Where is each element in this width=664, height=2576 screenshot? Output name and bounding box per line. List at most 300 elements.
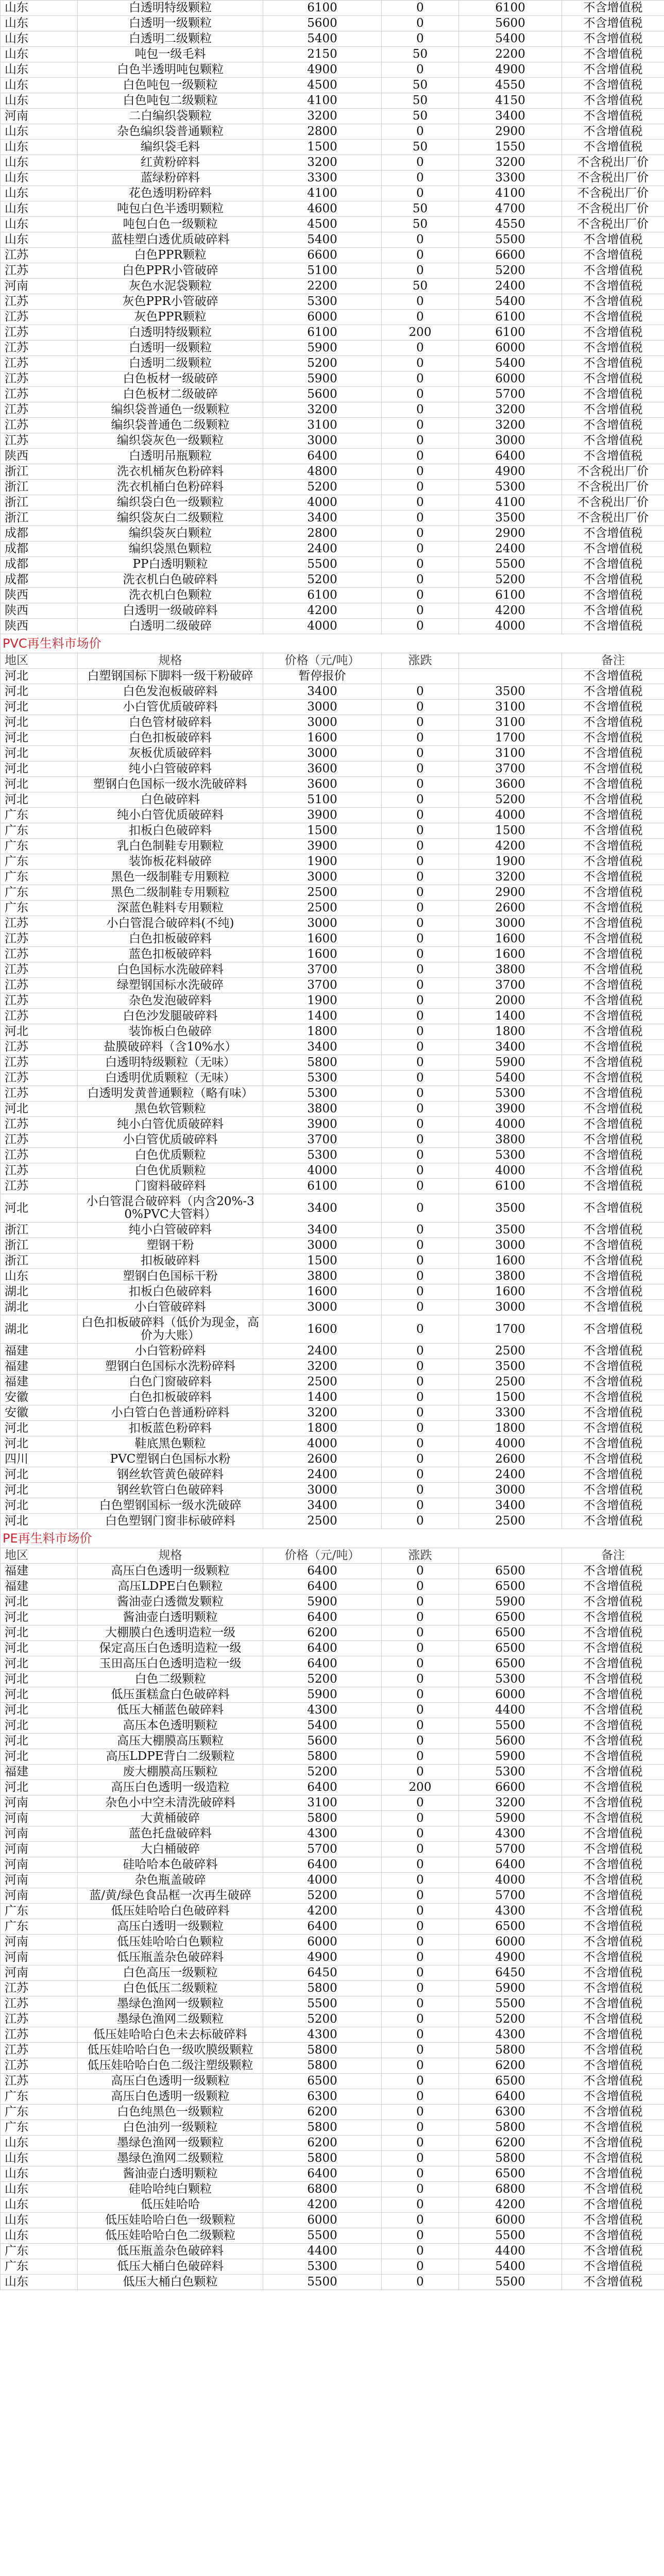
cell-spec: 白色低压二级颗粒 (78, 1981, 263, 1996)
cell-note: 不含增值税 (562, 2151, 664, 2166)
cell-note: 不含增值税 (562, 588, 664, 603)
cell-note: 不含增值税 (562, 140, 664, 155)
cell-price-high: 6400 (459, 2089, 562, 2105)
cell-spec: 白透明吊瓶颗粒 (78, 449, 263, 464)
cell-change: 50 (382, 140, 459, 155)
cell-change: 0 (382, 1718, 459, 1734)
cell-price-low: 3000 (263, 433, 382, 449)
table-row (1, 93, 664, 109)
cell-price-low: 6200 (263, 1625, 382, 1641)
cell-price-high: 6500 (459, 1625, 562, 1641)
cell-change: 0 (382, 1467, 459, 1483)
cell-region: 浙江 (1, 1223, 78, 1238)
cell-region: 江苏 (1, 387, 78, 402)
cell-note: 不含增值税 (562, 1656, 664, 1672)
cell-price-high: 4400 (459, 1703, 562, 1718)
cell-price-low: 3000 (263, 1300, 382, 1315)
cell-note: 不含增值税 (562, 1625, 664, 1641)
cell-price-high: 1700 (459, 731, 562, 746)
cell-spec: 吨包白色半透明颗粒 (78, 201, 263, 217)
cell-price-low: 3000 (263, 1238, 382, 1253)
cell-change: 0 (382, 1904, 459, 1919)
cell-spec: 钢丝软管黄色破碎料 (78, 1467, 263, 1483)
table-row (1, 962, 664, 978)
cell-price-low: 6400 (263, 1579, 382, 1595)
cell-price-high: 4200 (459, 603, 562, 619)
cell-note: 不含增值税 (562, 1981, 664, 1996)
cell-price-low: 3900 (263, 808, 382, 823)
cell-spec: 白透明二级颗粒 (78, 31, 263, 47)
cell-region: 江苏 (1, 978, 78, 993)
table-row (1, 248, 664, 263)
cell-note: 不含增值税 (562, 978, 664, 993)
cell-change: 0 (382, 1024, 459, 1040)
cell-change: 0 (382, 1, 459, 16)
table-row (1, 557, 664, 572)
cell-note: 不含增值税 (562, 1071, 664, 1086)
table-row (1, 541, 664, 557)
cell-change: 0 (382, 1359, 459, 1375)
cell-spec: 墨绿色渔网一级颗粒 (78, 1996, 263, 2012)
cell-price-high: 3100 (459, 746, 562, 761)
cell-region: 广东 (1, 854, 78, 870)
cell-change: 50 (382, 93, 459, 109)
cell-price-low: 5200 (263, 356, 382, 371)
table-row (1, 2182, 664, 2197)
cell-price-high: 5300 (459, 1148, 562, 1163)
cell-spec: 酱油壶白透明颗粒 (78, 1610, 263, 1625)
cell-price-low: 6400 (263, 1780, 382, 1795)
cell-change: 0 (382, 511, 459, 526)
cell-price-low: 2150 (263, 47, 382, 62)
table-row (1, 1888, 664, 1904)
cell-note: 不含增值税 (562, 93, 664, 109)
cell-price-low: 2600 (263, 1452, 382, 1467)
cell-price-high: 3400 (459, 1040, 562, 1055)
table-row (1, 1996, 664, 2012)
cell-note: 不含增值税 (562, 62, 664, 78)
cell-region: 成都 (1, 541, 78, 557)
cell-price-high: 5400 (459, 294, 562, 310)
cell-note: 不含增值税 (562, 1483, 664, 1498)
cell-spec: 白塑钢国标下脚料一级干粉破碎 (78, 669, 263, 684)
cell-change: 0 (382, 870, 459, 885)
cell-spec: 白色板材一级破碎 (78, 371, 263, 387)
cell-note: 不含增值税 (562, 962, 664, 978)
cell-spec: 低压蛋糕盒白色破碎料 (78, 1687, 263, 1703)
cell-change: 0 (382, 2105, 459, 2120)
table-row (1, 761, 664, 777)
cell-spec: 高压LDPE背白二级颗粒 (78, 1749, 263, 1765)
cell-spec: 白色破碎料 (78, 792, 263, 808)
table-row (1, 1253, 664, 1269)
cell-change: 0 (382, 1071, 459, 1086)
cell-price-high: 5400 (459, 2259, 562, 2275)
cell-region: 广东 (1, 885, 78, 901)
cell-price-high: 5200 (459, 572, 562, 588)
cell-region: 江苏 (1, 1981, 78, 1996)
cell-region: 河北 (1, 1687, 78, 1703)
cell-price-high: 5600 (459, 16, 562, 31)
cell-spec: 高压白色透明一级造粒 (78, 1780, 263, 1795)
cell-price-high: 4100 (459, 495, 562, 511)
cell-price-high: 2600 (459, 1452, 562, 1467)
cell-spec: 小白管优质破碎料 (78, 700, 263, 715)
cell-spec: 低压大桶蓝色破碎料 (78, 1703, 263, 1718)
cell-change: 0 (382, 1919, 459, 1935)
cell-price-high: 6400 (459, 1857, 562, 1873)
cell-change: 0 (382, 263, 459, 279)
cell-spec: 蓝色托盘破碎料 (78, 1826, 263, 1842)
cell-price-high: 4900 (459, 1950, 562, 1965)
cell-note: 不含增值税 (562, 761, 664, 777)
cell-region: 广东 (1, 2259, 78, 2275)
cell-change: 0 (382, 1641, 459, 1656)
cell-price-low: 2200 (263, 279, 382, 294)
cell-note: 不含增值税 (562, 2259, 664, 2275)
cell-spec: 白色油列一级颗粒 (78, 2120, 263, 2136)
table-row (1, 1826, 664, 1842)
cell-change: 0 (382, 449, 459, 464)
cell-price-low: 2400 (263, 1467, 382, 1483)
table-header-row (1, 653, 664, 669)
table-row (1, 1703, 664, 1718)
table-row (1, 140, 664, 155)
cell-note: 不含增值税 (562, 1873, 664, 1888)
cell-price-low: 6400 (263, 1857, 382, 1873)
cell-price-low: 5200 (263, 1672, 382, 1687)
cell-spec: 灰色PPR小管破碎 (78, 294, 263, 310)
cell-spec: PVC塑钢白色国标水粉 (78, 1452, 263, 1467)
header-region: 地区 (1, 653, 78, 669)
cell-note: 不含增值税 (562, 1795, 664, 1811)
cell-change: 0 (382, 885, 459, 901)
cell-price-low: 5300 (263, 1071, 382, 1086)
section-title: PVC再生料市场价 (1, 634, 664, 653)
cell-change: 0 (382, 901, 459, 916)
header-spec: 规格 (78, 653, 263, 669)
cell-change: 0 (382, 1344, 459, 1359)
cell-note: 不含增值税 (562, 2213, 664, 2228)
cell-region: 广东 (1, 2120, 78, 2136)
cell-region: 成都 (1, 526, 78, 541)
cell-change: 0 (382, 1040, 459, 1055)
cell-region: 江苏 (1, 1996, 78, 2012)
cell-region: 河北 (1, 1498, 78, 1514)
cell-note: 不含增值税 (562, 1, 664, 16)
cell-region: 江苏 (1, 325, 78, 341)
cell-price-high: 4000 (459, 1163, 562, 1179)
cell-region: 河北 (1, 1101, 78, 1117)
cell-spec: 白透明一级颗粒 (78, 16, 263, 31)
cell-note: 不含增值税 (562, 931, 664, 947)
cell-region: 安徽 (1, 1405, 78, 1421)
cell-spec: 白色管材破碎料 (78, 715, 263, 731)
cell-note: 不含增值税 (562, 746, 664, 761)
cell-note: 不含增值税 (562, 1179, 664, 1194)
cell-change: 0 (382, 1055, 459, 1071)
cell-spec: 白色沙发腿破碎料 (78, 1009, 263, 1024)
cell-note: 不含增值税 (562, 1284, 664, 1300)
cell-spec: 塑钢白色国标干粉 (78, 1269, 263, 1284)
cell-note: 不含增值税 (562, 1514, 664, 1529)
cell-change: 0 (382, 1656, 459, 1672)
cell-price-high: 2500 (459, 1514, 562, 1529)
cell-region: 浙江 (1, 511, 78, 526)
cell-change: 0 (382, 1935, 459, 1950)
header-price-high (459, 1548, 562, 1564)
table-row (1, 808, 664, 823)
cell-region: 江苏 (1, 2058, 78, 2074)
cell-spec: 钢丝软管白色破碎料 (78, 1483, 263, 1498)
cell-price-low: 3800 (263, 1269, 382, 1284)
cell-change: 0 (382, 1238, 459, 1253)
header-change: 涨跌 (382, 1548, 459, 1564)
cell-price-low: 4500 (263, 217, 382, 232)
cell-change: 0 (382, 2089, 459, 2105)
cell-spec: 墨绿色渔网一级颗粒 (78, 2136, 263, 2151)
cell-change: 0 (382, 792, 459, 808)
cell-change: 0 (382, 171, 459, 186)
cell-region: 河南 (1, 1795, 78, 1811)
cell-region: 福建 (1, 1344, 78, 1359)
cell-note: 不含增值税 (562, 124, 664, 140)
cell-change: 0 (382, 916, 459, 931)
cell-price-low: 3000 (263, 700, 382, 715)
cell-price-low: 3700 (263, 1132, 382, 1148)
cell-spec: 高压LDPE白色颗粒 (78, 1579, 263, 1595)
cell-price-high: 5900 (459, 1981, 562, 1996)
cell-price-low: 5800 (263, 2151, 382, 2166)
cell-price-low: 暂停报价 (263, 669, 382, 684)
cell-price-high: 5800 (459, 2120, 562, 2136)
cell-spec: 盐膜破碎料（含10%水） (78, 1040, 263, 1055)
cell-price-high: 2500 (459, 1375, 562, 1390)
cell-price-low: 5200 (263, 2012, 382, 2027)
cell-change: 0 (382, 1086, 459, 1101)
cell-price-high: 5300 (459, 1086, 562, 1101)
cell-change: 0 (382, 1842, 459, 1857)
table-row (1, 1315, 664, 1344)
cell-price-high: 5800 (459, 2043, 562, 2058)
cell-change: 0 (382, 746, 459, 761)
table-row (1, 47, 664, 62)
cell-spec: 杂色编织袋普通颗粒 (78, 124, 263, 140)
cell-region: 浙江 (1, 1253, 78, 1269)
cell-note: 不含增值税 (562, 1498, 664, 1514)
table-row (1, 2027, 664, 2043)
cell-price-low: 5900 (263, 1595, 382, 1610)
cell-change: 0 (382, 232, 459, 248)
cell-change: 0 (382, 1179, 459, 1194)
cell-price-high: 4400 (459, 2244, 562, 2259)
cell-price-low: 4600 (263, 201, 382, 217)
cell-price-high: 3500 (459, 684, 562, 700)
table-row (1, 619, 664, 634)
cell-region: 江苏 (1, 433, 78, 449)
table-row (1, 993, 664, 1009)
cell-spec: 编织袋灰色一级颗粒 (78, 433, 263, 449)
cell-region: 河南 (1, 1826, 78, 1842)
cell-price-low: 6450 (263, 1965, 382, 1981)
cell-region: 安徽 (1, 1390, 78, 1405)
table-row (1, 1656, 664, 1672)
cell-price-low: 1400 (263, 1390, 382, 1405)
cell-change: 0 (382, 715, 459, 731)
cell-region: 浙江 (1, 1238, 78, 1253)
cell-price-low: 3000 (263, 715, 382, 731)
cell-price-high: 6100 (459, 1, 562, 16)
cell-spec: 白色塑钢门窗非标破碎料 (78, 1514, 263, 1529)
cell-change: 0 (382, 931, 459, 947)
cell-change: 0 (382, 495, 459, 511)
cell-change: 0 (382, 1564, 459, 1579)
cell-price-high: 1900 (459, 854, 562, 870)
cell-change: 0 (382, 1405, 459, 1421)
cell-spec: 门窗料破碎料 (78, 1179, 263, 1194)
cell-change: 0 (382, 433, 459, 449)
table-row (1, 109, 664, 124)
table-row (1, 1981, 664, 1996)
cell-change: 0 (382, 2197, 459, 2213)
cell-price-low: 6100 (263, 325, 382, 341)
cell-change: 0 (382, 2151, 459, 2166)
cell-spec: 白透明优质颗粒（无味） (78, 1071, 263, 1086)
cell-region: 江苏 (1, 1132, 78, 1148)
cell-change: 0 (382, 1498, 459, 1514)
cell-spec: 硅哈哈本色破碎料 (78, 1857, 263, 1873)
cell-price-low: 6400 (263, 449, 382, 464)
table-row (1, 978, 664, 993)
cell-change: 0 (382, 823, 459, 839)
cell-price-low: 5800 (263, 2120, 382, 2136)
cell-change: 0 (382, 1132, 459, 1148)
cell-price-high: 2400 (459, 279, 562, 294)
cell-region: 广东 (1, 870, 78, 885)
cell-note: 不含增值税 (562, 1641, 664, 1656)
cell-note: 不含增值税 (562, 1672, 664, 1687)
table-row (1, 1, 664, 16)
cell-price-high: 3200 (459, 155, 562, 171)
cell-region: 山东 (1, 201, 78, 217)
table-row (1, 684, 664, 700)
cell-price-high: 2400 (459, 1467, 562, 1483)
cell-spec: 黑色二级制鞋专用颗粒 (78, 885, 263, 901)
table-row (1, 1780, 664, 1795)
cell-price-low: 6400 (263, 1919, 382, 1935)
cell-change: 0 (382, 1996, 459, 2012)
table-row (1, 62, 664, 78)
table-row (1, 1919, 664, 1935)
cell-price-high: 5500 (459, 1718, 562, 1734)
cell-region: 江苏 (1, 356, 78, 371)
table-row (1, 171, 664, 186)
cell-price-high: 5700 (459, 1888, 562, 1904)
cell-region: 山东 (1, 155, 78, 171)
cell-price-low: 4500 (263, 78, 382, 93)
cell-region: 湖北 (1, 1300, 78, 1315)
table-row (1, 2228, 664, 2244)
cell-region: 江苏 (1, 1040, 78, 1055)
table-row (1, 526, 664, 541)
cell-region: 江苏 (1, 2012, 78, 2027)
cell-region: 江苏 (1, 371, 78, 387)
cell-price-low: 3700 (263, 978, 382, 993)
table-row (1, 1610, 664, 1625)
cell-spec: 白色扣板破碎料 (78, 731, 263, 746)
cell-price-low: 5400 (263, 1718, 382, 1734)
cell-spec: 塑钢干粉 (78, 1238, 263, 1253)
cell-spec: 墨绿色渔网二级颗粒 (78, 2012, 263, 2027)
header-change: 涨跌 (382, 653, 459, 669)
cell-note: 不含增值税 (562, 1703, 664, 1718)
cell-price-high: 6500 (459, 1656, 562, 1672)
cell-change: 0 (382, 731, 459, 746)
cell-price-low: 1500 (263, 1253, 382, 1269)
table-row (1, 603, 664, 619)
table-row (1, 1163, 664, 1179)
cell-price-low: 2500 (263, 1375, 382, 1390)
cell-price-high: 5900 (459, 1811, 562, 1826)
table-row (1, 495, 664, 511)
table-row (1, 1687, 664, 1703)
cell-change: 0 (382, 2259, 459, 2275)
cell-change: 0 (382, 1981, 459, 1996)
cell-price-high: 3400 (459, 109, 562, 124)
table-row (1, 1579, 664, 1595)
cell-region: 广东 (1, 2105, 78, 2120)
cell-region: 河北 (1, 1610, 78, 1625)
table-row (1, 294, 664, 310)
table-row (1, 1344, 664, 1359)
cell-spec: 低压娃哈哈白色一级颗粒 (78, 2213, 263, 2228)
cell-change: 0 (382, 1253, 459, 1269)
cell-price-high: 6000 (459, 2213, 562, 2228)
cell-price-high: 4150 (459, 93, 562, 109)
cell-spec: 绿塑钢国标水洗破碎 (78, 978, 263, 993)
cell-change: 0 (382, 947, 459, 962)
cell-price-low: 4100 (263, 186, 382, 201)
cell-spec: 编织袋普通色一级颗粒 (78, 402, 263, 418)
cell-region: 广东 (1, 2244, 78, 2259)
cell-change: 0 (382, 2074, 459, 2089)
cell-price-low: 6300 (263, 2089, 382, 2105)
cell-change: 0 (382, 402, 459, 418)
cell-price-low: 4300 (263, 1703, 382, 1718)
cell-change: 0 (382, 1795, 459, 1811)
table-row (1, 1405, 664, 1421)
cell-spec: 高压本色透明颗粒 (78, 1718, 263, 1734)
cell-region: 河北 (1, 1194, 78, 1223)
cell-price-low: 3700 (263, 962, 382, 978)
cell-region: 河南 (1, 1811, 78, 1826)
cell-price-low: 4000 (263, 1873, 382, 1888)
cell-spec: 灰板优质破碎料 (78, 746, 263, 761)
cell-region: 浙江 (1, 464, 78, 480)
cell-change: 0 (382, 1284, 459, 1300)
cell-price-low: 5500 (263, 557, 382, 572)
cell-spec: 杂色小中空未清洗破碎料 (78, 1795, 263, 1811)
cell-price-low: 1600 (263, 1284, 382, 1300)
cell-change: 0 (382, 1436, 459, 1452)
cell-price-low: 4900 (263, 1950, 382, 1965)
cell-price-high: 1500 (459, 823, 562, 839)
cell-note: 不含增值税 (562, 1452, 664, 1467)
cell-note: 不含增值税 (562, 1148, 664, 1163)
cell-spec: 蓝桂塑白透优质破碎料 (78, 232, 263, 248)
cell-price-high: 4900 (459, 464, 562, 480)
cell-price-high: 2000 (459, 993, 562, 1009)
